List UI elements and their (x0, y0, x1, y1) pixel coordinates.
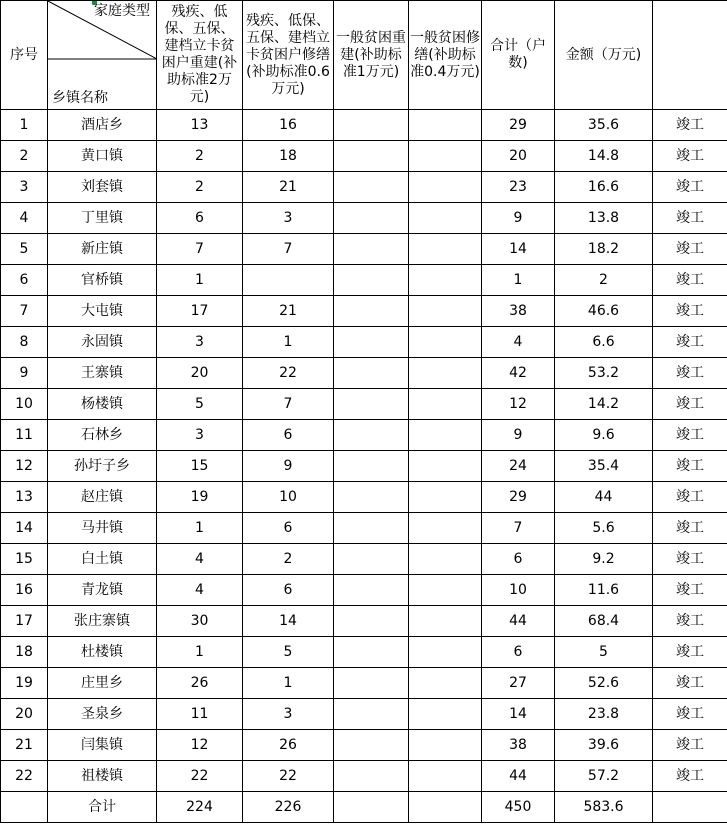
cell-col-c[interactable] (334, 637, 409, 668)
cell-amount[interactable]: 5 (555, 637, 653, 668)
cell-total[interactable]: 12 (482, 389, 555, 420)
cell-total[interactable]: 27 (482, 668, 555, 699)
cell-col-d[interactable] (409, 451, 482, 482)
cell-col-c[interactable] (334, 172, 409, 203)
cell-col-a[interactable]: 2 (157, 141, 243, 172)
cell-col-c[interactable] (334, 110, 409, 141)
cell-status[interactable]: 竣工 (653, 513, 727, 544)
cell-col-c[interactable] (334, 234, 409, 265)
cell-col-d[interactable] (409, 172, 482, 203)
cell-col-b[interactable]: 9 (243, 451, 334, 482)
header-col-a[interactable]: 残疾、低保、五保、建档立卡贫困户重建(补助标准2万元) (157, 1, 243, 110)
cell-col-d[interactable] (409, 327, 482, 358)
cell-col-a[interactable]: 1 (157, 513, 243, 544)
cell-col-b[interactable]: 3 (243, 699, 334, 730)
cell-total[interactable]: 44 (482, 761, 555, 792)
cell-seq[interactable]: 2 (1, 141, 48, 172)
cell-status[interactable]: 竣工 (653, 730, 727, 761)
total-col-b[interactable]: 226 (243, 792, 334, 823)
cell-amount[interactable]: 18.2 (555, 234, 653, 265)
cell-amount[interactable]: 9.6 (555, 420, 653, 451)
cell-seq[interactable]: 16 (1, 575, 48, 606)
cell-status[interactable]: 竣工 (653, 203, 727, 234)
cell-total[interactable]: 29 (482, 482, 555, 513)
cell-seq[interactable]: 11 (1, 420, 48, 451)
cell-col-c[interactable] (334, 203, 409, 234)
cell-town[interactable]: 杨楼镇 (48, 389, 157, 420)
cell-status[interactable]: 竣工 (653, 668, 727, 699)
total-amount[interactable]: 583.6 (555, 792, 653, 823)
cell-status[interactable]: 竣工 (653, 482, 727, 513)
cell-col-c[interactable] (334, 296, 409, 327)
cell-seq[interactable]: 9 (1, 358, 48, 389)
cell-amount[interactable]: 46.6 (555, 296, 653, 327)
table-row (1, 327, 727, 358)
cell-col-c[interactable] (334, 730, 409, 761)
table-row (1, 265, 727, 296)
table-row (1, 451, 727, 482)
cell-seq[interactable]: 4 (1, 203, 48, 234)
cell-status[interactable]: 竣工 (653, 358, 727, 389)
cell-town[interactable]: 永固镇 (48, 327, 157, 358)
cell-col-a[interactable]: 30 (157, 606, 243, 637)
table-row (1, 203, 727, 234)
cell-town[interactable]: 孙圩子乡 (48, 451, 157, 482)
cell-col-c[interactable] (334, 420, 409, 451)
cell-col-c[interactable] (334, 575, 409, 606)
cell-amount[interactable]: 2 (555, 265, 653, 296)
cell-col-d[interactable] (409, 110, 482, 141)
cell-town[interactable]: 祖楼镇 (48, 761, 157, 792)
cell-seq[interactable]: 12 (1, 451, 48, 482)
table-row (1, 699, 727, 730)
cell-status[interactable]: 竣工 (653, 637, 727, 668)
cell-seq[interactable]: 3 (1, 172, 48, 203)
cell-col-b[interactable]: 6 (243, 513, 334, 544)
cell-total[interactable]: 6 (482, 637, 555, 668)
cell-col-d[interactable] (409, 606, 482, 637)
cell-seq[interactable]: 15 (1, 544, 48, 575)
corner-top-label: 家庭类型 (94, 3, 150, 19)
cell-col-c[interactable] (334, 482, 409, 513)
cell-status[interactable]: 竣工 (653, 110, 727, 141)
cell-total[interactable]: 14 (482, 234, 555, 265)
cell-col-c[interactable] (334, 761, 409, 792)
cell-status[interactable]: 竣工 (653, 575, 727, 606)
cell-col-b[interactable]: 22 (243, 761, 334, 792)
cell-col-b[interactable]: 7 (243, 389, 334, 420)
cell-col-a[interactable]: 3 (157, 327, 243, 358)
cell-status[interactable]: 竣工 (653, 420, 727, 451)
header-col-b[interactable]: 残疾、低保、五保、建档立卡贫困户修缮(补助标准0.6万元) (243, 1, 334, 110)
cell-town[interactable]: 马井镇 (48, 513, 157, 544)
cell-town[interactable]: 大屯镇 (48, 296, 157, 327)
cell-col-a[interactable]: 1 (157, 265, 243, 296)
cell-col-a[interactable]: 7 (157, 234, 243, 265)
cell-seq[interactable]: 21 (1, 730, 48, 761)
table-row (1, 730, 727, 761)
cell-col-d[interactable] (409, 265, 482, 296)
cell-total[interactable]: 42 (482, 358, 555, 389)
table-row (1, 513, 727, 544)
header-col-c[interactable]: 一般贫困重建(补助标准1万元) (334, 1, 409, 110)
cell-town[interactable]: 新庄镇 (48, 234, 157, 265)
cell-col-a[interactable]: 26 (157, 668, 243, 699)
cell-town[interactable]: 圣泉乡 (48, 699, 157, 730)
cell-status[interactable]: 竣工 (653, 141, 727, 172)
cell-col-a[interactable]: 2 (157, 172, 243, 203)
cell-col-d[interactable] (409, 234, 482, 265)
cell-total[interactable]: 29 (482, 110, 555, 141)
cell-col-b[interactable]: 3 (243, 203, 334, 234)
total-col-c[interactable] (334, 792, 409, 823)
cell-town[interactable]: 丁里镇 (48, 203, 157, 234)
cell-amount[interactable]: 11.6 (555, 575, 653, 606)
cell-col-d[interactable] (409, 358, 482, 389)
table-row (1, 358, 727, 389)
cell-seq[interactable]: 22 (1, 761, 48, 792)
cell-amount[interactable]: 35.4 (555, 451, 653, 482)
cell-col-a[interactable]: 6 (157, 203, 243, 234)
cell-amount[interactable]: 57.2 (555, 761, 653, 792)
cell-seq[interactable]: 20 (1, 699, 48, 730)
cell-col-d[interactable] (409, 761, 482, 792)
cell-town[interactable]: 黄口镇 (48, 141, 157, 172)
cell-col-d[interactable] (409, 513, 482, 544)
cell-seq[interactable]: 1 (1, 110, 48, 141)
cell-status[interactable]: 竣工 (653, 606, 727, 637)
cell-amount[interactable]: 68.4 (555, 606, 653, 637)
cell-total[interactable]: 9 (482, 203, 555, 234)
total-count[interactable]: 450 (482, 792, 555, 823)
header-col-status[interactable] (653, 1, 727, 110)
table-row (1, 296, 727, 327)
cell-town[interactable]: 王寨镇 (48, 358, 157, 389)
table-row (1, 544, 727, 575)
cell-col-a[interactable]: 3 (157, 420, 243, 451)
table-row (1, 575, 727, 606)
cell-col-a[interactable]: 19 (157, 482, 243, 513)
cell-town[interactable]: 庄里乡 (48, 668, 157, 699)
cell-amount[interactable]: 16.6 (555, 172, 653, 203)
cell-total[interactable]: 4 (482, 327, 555, 358)
cell-col-b[interactable]: 2 (243, 544, 334, 575)
cell-col-b[interactable]: 10 (243, 482, 334, 513)
cell-col-c[interactable] (334, 699, 409, 730)
cell-status[interactable]: 竣工 (653, 451, 727, 482)
table-row (1, 234, 727, 265)
cell-col-d[interactable] (409, 699, 482, 730)
cell-col-b[interactable]: 21 (243, 296, 334, 327)
cell-col-c[interactable] (334, 513, 409, 544)
cell-status[interactable]: 竣工 (653, 327, 727, 358)
cell-col-b[interactable]: 5 (243, 637, 334, 668)
header-col-amount[interactable]: 金额（万元) (555, 1, 653, 110)
header-col-d[interactable]: 一般贫困修缮(补助标准0.4万元) (409, 1, 482, 110)
cell-town[interactable]: 青龙镇 (48, 575, 157, 606)
cell-col-a[interactable]: 4 (157, 575, 243, 606)
cell-seq[interactable]: 17 (1, 606, 48, 637)
cell-col-c[interactable] (334, 389, 409, 420)
cell-amount[interactable]: 14.8 (555, 141, 653, 172)
table-row (1, 389, 727, 420)
table-row (1, 668, 727, 699)
cell-col-a[interactable]: 11 (157, 699, 243, 730)
cell-total[interactable]: 6 (482, 544, 555, 575)
table-row (1, 420, 727, 451)
cell-col-d[interactable] (409, 203, 482, 234)
cell-total[interactable]: 1 (482, 265, 555, 296)
cell-status[interactable]: 竣工 (653, 761, 727, 792)
cell-col-d[interactable] (409, 296, 482, 327)
header-col-total[interactable]: 合计（户数) (482, 1, 555, 110)
cell-col-a[interactable]: 15 (157, 451, 243, 482)
table-row (1, 172, 727, 203)
cell-col-b[interactable]: 14 (243, 606, 334, 637)
cell-total[interactable]: 38 (482, 296, 555, 327)
cell-amount[interactable]: 52.6 (555, 668, 653, 699)
cell-total[interactable]: 7 (482, 513, 555, 544)
cell-status[interactable]: 竣工 (653, 265, 727, 296)
total-row (1, 792, 727, 823)
cell-col-b[interactable]: 6 (243, 420, 334, 451)
total-col-a[interactable]: 224 (157, 792, 243, 823)
cell-seq[interactable]: 14 (1, 513, 48, 544)
cell-col-b[interactable]: 26 (243, 730, 334, 761)
cell-amount[interactable]: 13.8 (555, 203, 653, 234)
cell-col-b[interactable]: 16 (243, 110, 334, 141)
cell-town[interactable]: 闫集镇 (48, 730, 157, 761)
cell-status[interactable]: 竣工 (653, 234, 727, 265)
cell-col-d[interactable] (409, 575, 482, 606)
header-seq[interactable]: 序号 (1, 1, 48, 110)
cell-town[interactable]: 刘套镇 (48, 172, 157, 203)
cell-total[interactable]: 38 (482, 730, 555, 761)
cell-col-c[interactable] (334, 451, 409, 482)
cell-seq[interactable]: 6 (1, 265, 48, 296)
cell-col-b[interactable]: 21 (243, 172, 334, 203)
cell-col-b[interactable] (243, 265, 334, 296)
corner-bottom-label: 乡镇名称 (52, 90, 108, 106)
cell-total[interactable]: 24 (482, 451, 555, 482)
cell-total[interactable]: 23 (482, 172, 555, 203)
cell-col-c[interactable] (334, 606, 409, 637)
cell-total[interactable]: 14 (482, 699, 555, 730)
cell-town[interactable]: 张庄寨镇 (48, 606, 157, 637)
total-label[interactable]: 合计 (48, 792, 157, 823)
cell-total[interactable]: 20 (482, 141, 555, 172)
cell-amount[interactable]: 14.2 (555, 389, 653, 420)
cell-col-d[interactable] (409, 730, 482, 761)
cell-col-b[interactable]: 18 (243, 141, 334, 172)
cell-town[interactable]: 赵庄镇 (48, 482, 157, 513)
cell-col-d[interactable] (409, 637, 482, 668)
table-row (1, 141, 727, 172)
cell-col-b[interactable]: 1 (243, 668, 334, 699)
cell-col-a[interactable]: 1 (157, 637, 243, 668)
total-seq[interactable] (1, 792, 48, 823)
cell-col-a[interactable]: 13 (157, 110, 243, 141)
cell-seq[interactable]: 18 (1, 637, 48, 668)
cell-col-a[interactable]: 17 (157, 296, 243, 327)
cell-town[interactable]: 酒店乡 (48, 110, 157, 141)
cell-seq[interactable]: 10 (1, 389, 48, 420)
cell-amount[interactable]: 53.2 (555, 358, 653, 389)
cell-town[interactable]: 官桥镇 (48, 265, 157, 296)
cell-status[interactable]: 竣工 (653, 389, 727, 420)
cell-col-c[interactable] (334, 358, 409, 389)
cell-total[interactable]: 44 (482, 606, 555, 637)
cell-col-a[interactable]: 12 (157, 730, 243, 761)
header-corner-cell[interactable] (48, 1, 157, 110)
cell-amount[interactable]: 39.6 (555, 730, 653, 761)
cell-seq[interactable]: 19 (1, 668, 48, 699)
cell-col-c[interactable] (334, 327, 409, 358)
cell-status[interactable]: 竣工 (653, 296, 727, 327)
header-row (1, 1, 727, 110)
cell-col-d[interactable] (409, 668, 482, 699)
cell-seq[interactable]: 13 (1, 482, 48, 513)
cell-col-d[interactable] (409, 141, 482, 172)
cell-col-a[interactable]: 4 (157, 544, 243, 575)
cell-town[interactable]: 白土镇 (48, 544, 157, 575)
cell-status[interactable]: 竣工 (653, 172, 727, 203)
table-row (1, 482, 727, 513)
table-row (1, 110, 727, 141)
cell-town[interactable]: 杜楼镇 (48, 637, 157, 668)
cell-amount[interactable]: 23.8 (555, 699, 653, 730)
cell-status[interactable]: 竣工 (653, 699, 727, 730)
cell-amount[interactable]: 5.6 (555, 513, 653, 544)
cell-col-c[interactable] (334, 141, 409, 172)
total-status[interactable] (653, 792, 727, 823)
cell-status[interactable]: 竣工 (653, 544, 727, 575)
cell-col-c[interactable] (334, 544, 409, 575)
cell-amount[interactable]: 44 (555, 482, 653, 513)
total-col-d[interactable] (409, 792, 482, 823)
cell-total[interactable]: 10 (482, 575, 555, 606)
cell-col-b[interactable]: 22 (243, 358, 334, 389)
table-row (1, 606, 727, 637)
cell-town[interactable]: 石林乡 (48, 420, 157, 451)
cell-col-a[interactable]: 5 (157, 389, 243, 420)
cell-col-d[interactable] (409, 482, 482, 513)
cell-col-c[interactable] (334, 265, 409, 296)
table-row (1, 761, 727, 792)
cell-amount[interactable]: 9.2 (555, 544, 653, 575)
cell-total[interactable]: 9 (482, 420, 555, 451)
cell-amount[interactable]: 35.6 (555, 110, 653, 141)
cell-col-b[interactable]: 1 (243, 327, 334, 358)
cell-col-a[interactable]: 22 (157, 761, 243, 792)
cell-col-a[interactable]: 20 (157, 358, 243, 389)
cell-seq[interactable]: 5 (1, 234, 48, 265)
table-row (1, 637, 727, 668)
cell-col-d[interactable] (409, 544, 482, 575)
cell-col-b[interactable]: 6 (243, 575, 334, 606)
cell-col-d[interactable] (409, 389, 482, 420)
cell-col-b[interactable]: 7 (243, 234, 334, 265)
cell-amount[interactable]: 6.6 (555, 327, 653, 358)
cell-seq[interactable]: 8 (1, 327, 48, 358)
cell-col-d[interactable] (409, 420, 482, 451)
cell-seq[interactable]: 7 (1, 296, 48, 327)
cell-col-c[interactable] (334, 668, 409, 699)
